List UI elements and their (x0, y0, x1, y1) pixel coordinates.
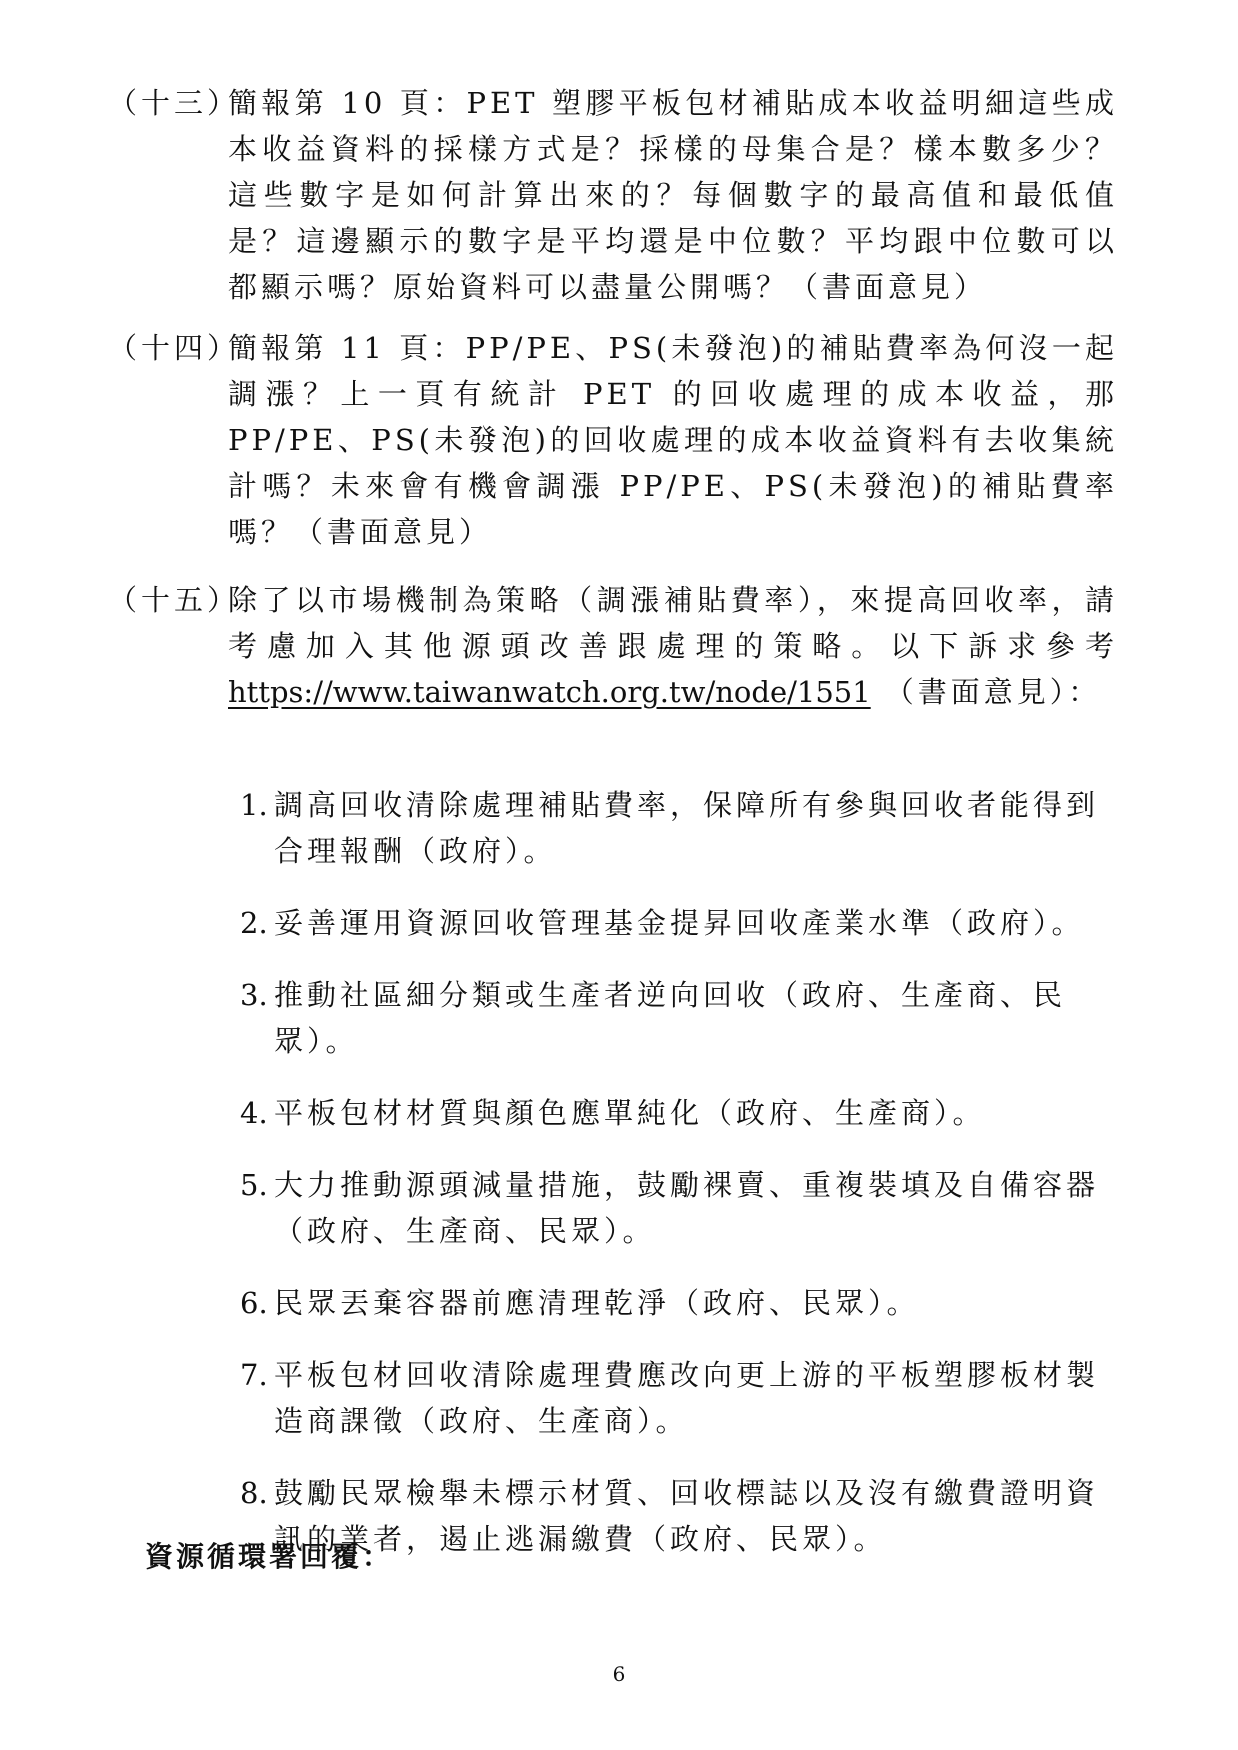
list-item-text: 平板包材回收清除處理費應改向更上游的平板塑膠板材製造商課徵（政府、生產商）。 (274, 1358, 1100, 1438)
list-item-number: 4. (240, 1096, 268, 1130)
list-item (240, 1352, 1110, 1444)
list-item (240, 1090, 1110, 1136)
list-item (240, 972, 1110, 1064)
demand-list (240, 782, 1110, 1588)
list-item-text: 妥善運用資源回收管理基金提昇回收產業水準（政府）。 (274, 906, 1085, 940)
list-item (240, 1280, 1110, 1326)
list-item-text: 推動社區細分類或生產者逆向回收（政府、生產商、民眾）。 (274, 978, 1067, 1058)
list-item-number: 6. (240, 1286, 268, 1320)
list-item-text: 鼓勵民眾檢舉未標示材質、回收標誌以及沒有繳費證明資訊的業者，遏止逃漏繳費（政府、民眾）。 (274, 1476, 1100, 1556)
section-text: 簡報第 11 頁：PP/PE、PS(未發泡)的補貼費率為何沒一起調漲？上一頁有統計 PET 的回收處理的成本收益，那 PP/PE、PS(未發泡)的回收處理的成本收益資料有去收集統計嗎？未來會有機會調漲 PP/PE、PS(未發泡)的補貼費率嗎？（書面意見） (228, 331, 1118, 549)
list-item-number: 8. (240, 1476, 268, 1510)
list-item-number: 2. (240, 906, 268, 940)
section-text-tail: （書面意見）： (884, 675, 1102, 709)
reference-link[interactable]: https://www.taiwanwatch.org.tw/node/1551 (228, 675, 871, 709)
list-item-text: 調高回收清除處理補貼費率，保障所有參與回收者能得到合理報酬（政府）。 (274, 788, 1100, 868)
list-item-text: 平板包材材質與顏色應單純化（政府、生產商）。 (274, 1096, 986, 1130)
section-marker: （十五） (108, 583, 241, 617)
section-text: 簡報第 10 頁：PET 塑膠平板包材補貼成本收益明細這些成本收益資料的採樣方式是？採樣的母集合是？樣本數多少？這些數字是如何計算出來的？每個數字的最高值和最低值是？這邊顯示的數字是平均還是中位數？平均跟中位數可以都顯示嗎？原始資料可以盡量公開嗎？（書面意見） (228, 86, 1118, 304)
list-item-number: 1. (240, 788, 268, 822)
section-text: 除了以市場機制為策略（調漲補貼費率），來提高回收率，請考慮加入其他源頭改善跟處理的策略。以下訴求參考 (228, 583, 1118, 663)
page-number: 6 (612, 1662, 626, 1686)
list-item-number: 3. (240, 978, 268, 1012)
list-item-number: 5. (240, 1168, 268, 1202)
list-item-number: 7. (240, 1358, 268, 1392)
section-15 (108, 577, 1118, 715)
reply-heading: 資源循環署回覆： (145, 1540, 394, 1573)
list-item-text: 大力推動源頭減量措施，鼓勵裸賣、重複裝填及自備容器（政府、生產商、民眾）。 (274, 1168, 1100, 1248)
list-item (240, 782, 1110, 874)
section-marker: （十四） (108, 331, 241, 365)
list-item-text: 民眾丟棄容器前應清理乾淨（政府、民眾）。 (274, 1286, 920, 1320)
list-item (240, 900, 1110, 946)
list-item (240, 1162, 1110, 1254)
section-marker: （十三） (108, 86, 241, 120)
section-13 (108, 80, 1118, 310)
section-14 (108, 325, 1118, 555)
